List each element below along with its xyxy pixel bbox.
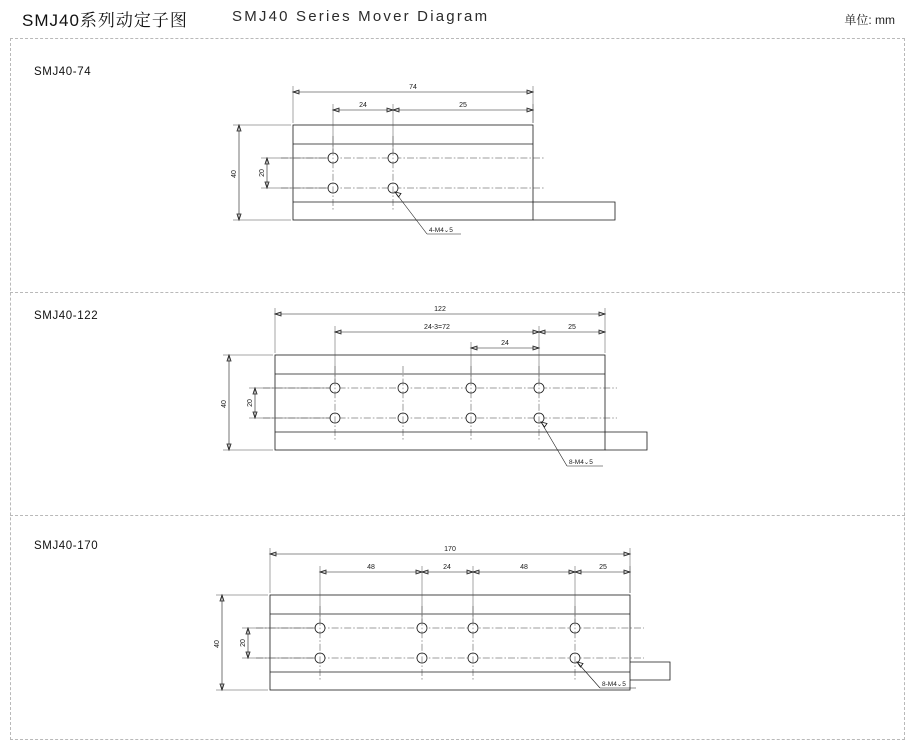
note-170-holes: 8-M4⌄5	[602, 681, 626, 688]
drawing-smj40-74	[215, 78, 635, 278]
row-label-smj40-170: SMJ40-170	[34, 540, 99, 552]
page-title-en: SMJ40 Series Mover Diagram	[232, 8, 490, 25]
row-divider-1	[10, 292, 905, 293]
note-74-holes: 4-M4⌄5	[429, 227, 453, 234]
dim-122-pitch1: 24	[501, 340, 509, 347]
row-label-smj40-122: SMJ40-122	[34, 310, 99, 322]
dim-170-pitch3: 48	[520, 564, 528, 571]
dim-122-h-inner: 20	[247, 399, 254, 407]
page-header	[0, 0, 917, 40]
dim-170-h-outer: 40	[214, 640, 221, 648]
dim-170-pitch1: 48	[367, 564, 375, 571]
dim-122-total: 122	[434, 306, 446, 313]
drawing-smj40-170	[200, 540, 720, 730]
dim-74-edge: 25	[459, 102, 467, 109]
dim-122-h-outer: 40	[221, 400, 228, 408]
dim-170-edge: 25	[599, 564, 607, 571]
row-divider-2	[10, 515, 905, 516]
dim-122-edge: 25	[568, 324, 576, 331]
dim-74-h-outer: 40	[231, 170, 238, 178]
dim-74-pitch1: 24	[359, 102, 367, 109]
note-122-holes: 8-M4⌄5	[569, 459, 593, 466]
dim-74-total: 74	[409, 84, 417, 91]
drawing-smj40-122	[215, 300, 675, 500]
row-label-smj40-74: SMJ40-74	[34, 66, 92, 78]
dim-170-pitch2: 24	[443, 564, 451, 571]
dim-170-total: 170	[444, 546, 456, 553]
dim-170-h-inner: 20	[240, 639, 247, 647]
unit-label: 单位: mm	[844, 13, 895, 27]
dim-74-h-inner: 20	[259, 169, 266, 177]
page-title-cn: SMJ40系列动定子图	[22, 11, 188, 30]
dim-122-pitch-series: 24-3=72	[424, 324, 450, 331]
